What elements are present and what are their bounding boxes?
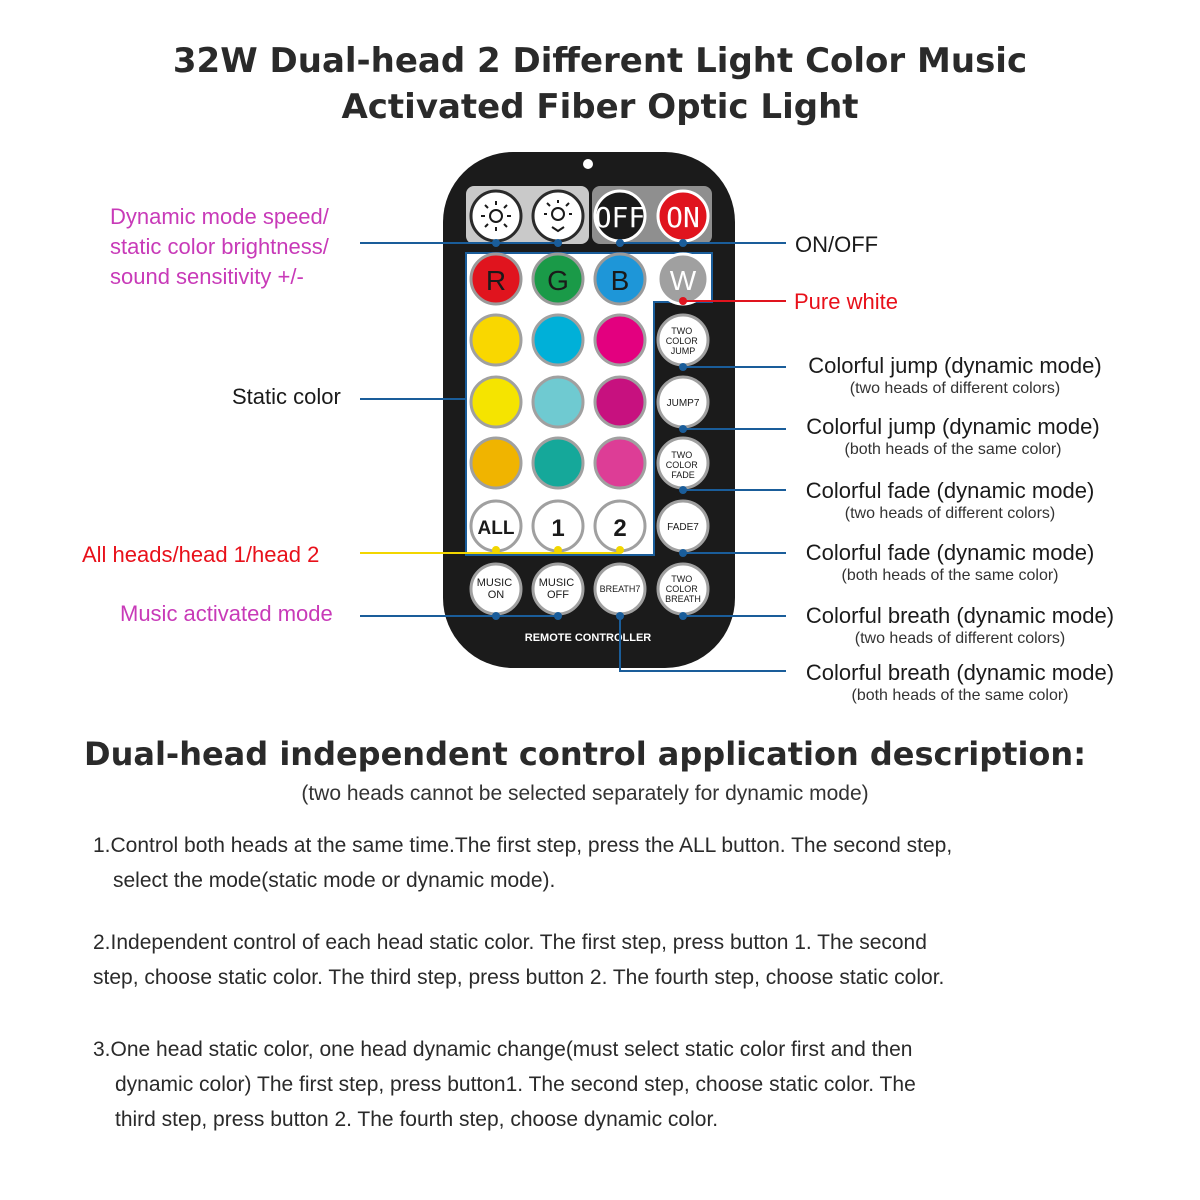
- annotation-jump-diff: [792, 353, 1118, 399]
- two-color-fade-label: TWO COLOR FADE: [665, 450, 698, 480]
- annotation-music: Music activated mode: [120, 601, 333, 626]
- green-label: G: [547, 265, 569, 296]
- annotation-onoff: ON/OFF: [795, 232, 879, 257]
- white-label: W: [669, 265, 697, 296]
- fade7-button[interactable]: [658, 501, 708, 551]
- step-1-line-1: 1.Control both heads at the same time.The first step, press the ALL button. The second step,: [93, 834, 953, 857]
- jump7-label: JUMP7: [666, 398, 700, 409]
- annotation-breath-same-sub: (both heads of the same color): [851, 687, 1069, 704]
- white-button[interactable]: [658, 254, 708, 304]
- annotation-jump-diff-main: Colorful jump (dynamic mode): [808, 353, 1102, 378]
- annotation-jump-diff-sub: (two heads of different colors): [849, 380, 1061, 397]
- two-color-jump-button[interactable]: [658, 315, 708, 365]
- breath7-button[interactable]: [595, 564, 645, 614]
- annotation-pure-white: Pure white: [794, 289, 898, 314]
- ir-led: [583, 159, 593, 169]
- annotation-speed-line-1: Dynamic mode speed/: [110, 204, 329, 229]
- static-color-button-1[interactable]: [471, 315, 521, 365]
- static-color-button-9[interactable]: [595, 438, 645, 488]
- static-color-button-4[interactable]: [471, 377, 521, 427]
- description-step-1: [93, 828, 952, 898]
- red-button[interactable]: [471, 254, 521, 304]
- on-button[interactable]: [658, 191, 708, 241]
- annotation-jump-same-sub: (both heads of the same color): [844, 441, 1062, 458]
- music-on-button[interactable]: [471, 564, 521, 614]
- brightness-down-button[interactable]: [533, 191, 583, 241]
- jump7-button[interactable]: [658, 377, 708, 427]
- music-off-label: MUSIC OFF: [538, 577, 575, 601]
- annotation-static-color: Static color: [232, 384, 341, 409]
- title-line-1: 32W Dual-head 2 Different Light Color Music: [172, 41, 1028, 81]
- brightness-up-button[interactable]: [471, 191, 521, 241]
- annotation-fade-same-sub: (both heads of the same color): [841, 567, 1059, 584]
- blue-label: B: [610, 265, 630, 296]
- fade7-label: FADE7: [667, 522, 699, 533]
- head-2-button[interactable]: [595, 501, 645, 551]
- title-line-2: Activated Fiber Optic Light: [341, 87, 859, 127]
- breath7-label: BREATH7: [599, 584, 641, 594]
- on-label: ON: [666, 201, 700, 234]
- music-off-button[interactable]: [533, 564, 583, 614]
- off-label: OFF: [594, 201, 646, 234]
- annotation-fade-same: [790, 540, 1110, 586]
- head-2-label: 2: [613, 515, 627, 542]
- annotation-breath-diff: [790, 603, 1130, 649]
- two-color-jump-label: TWO COLOR JUMP: [665, 326, 698, 356]
- static-color-button-5[interactable]: [533, 377, 583, 427]
- annotation-breath-diff-sub: (two heads of different colors): [854, 630, 1066, 647]
- description-title: Dual-head independent control application description:: [84, 735, 1086, 773]
- annotation-speed-line-3: sound sensitivity +/-: [110, 264, 304, 289]
- step-2-line-2: step, choose static color. The third step, press button 2. The fourth step, choose static color.: [93, 966, 945, 989]
- step-3-line-3: third step, press button 2. The fourth step, choose dynamic color.: [115, 1108, 719, 1131]
- description-subtitle: (two heads cannot be selected separately for dynamic mode): [301, 782, 869, 805]
- description-step-3: [93, 1032, 916, 1137]
- blue-button[interactable]: [595, 254, 645, 304]
- annotation-speed: [110, 202, 329, 292]
- annotation-fade-diff-main: Colorful fade (dynamic mode): [805, 478, 1095, 503]
- red-label: R: [485, 265, 507, 296]
- static-color-button-6[interactable]: [595, 377, 645, 427]
- head-1-button[interactable]: [533, 501, 583, 551]
- two-color-breath-button[interactable]: [658, 564, 708, 614]
- green-button[interactable]: [533, 254, 583, 304]
- annotation-speed-line-2: static color brightness/: [110, 234, 329, 259]
- annotation-breath-same: [790, 660, 1130, 706]
- static-color-grid: [471, 315, 645, 488]
- annotation-fade-same-main: Colorful fade (dynamic mode): [805, 540, 1095, 565]
- two-color-breath-label: TWO COLOR BREATH: [665, 574, 701, 604]
- description-step-2: [93, 925, 944, 995]
- annotation-fade-diff-sub: (two heads of different colors): [844, 505, 1056, 522]
- step-3-line-2: dynamic color) The first step, press button1. The second step, choose static color. The: [115, 1073, 916, 1096]
- music-on-label: MUSIC ON: [476, 577, 513, 601]
- head-1-label: 1: [551, 515, 565, 542]
- step-3-line-1: 3.One head static color, one head dynamic change(must select static color first and then: [93, 1038, 913, 1061]
- off-button[interactable]: [595, 191, 646, 241]
- all-label: ALL: [477, 518, 515, 539]
- step-2-line-1: 2.Independent control of each head static color. The first step, press button 1. The second: [93, 931, 927, 954]
- annotation-breath-same-main: Colorful breath (dynamic mode): [805, 660, 1115, 685]
- static-color-button-2[interactable]: [533, 315, 583, 365]
- all-button[interactable]: [471, 501, 521, 551]
- step-1-line-2: select the mode(static mode or dynamic mode).: [113, 869, 556, 892]
- static-color-button-7[interactable]: [471, 438, 521, 488]
- annotation-heads: All heads/head 1/head 2: [82, 542, 320, 567]
- two-color-fade-button[interactable]: [658, 438, 708, 488]
- static-color-button-8[interactable]: [533, 438, 583, 488]
- remote-caption: REMOTE CONTROLLER: [524, 632, 652, 644]
- static-color-button-3[interactable]: [595, 315, 645, 365]
- annotation-fade-diff: [790, 478, 1110, 524]
- annotation-jump-same: [790, 414, 1116, 460]
- annotation-jump-same-main: Colorful jump (dynamic mode): [806, 414, 1100, 439]
- annotation-breath-diff-main: Colorful breath (dynamic mode): [805, 603, 1115, 628]
